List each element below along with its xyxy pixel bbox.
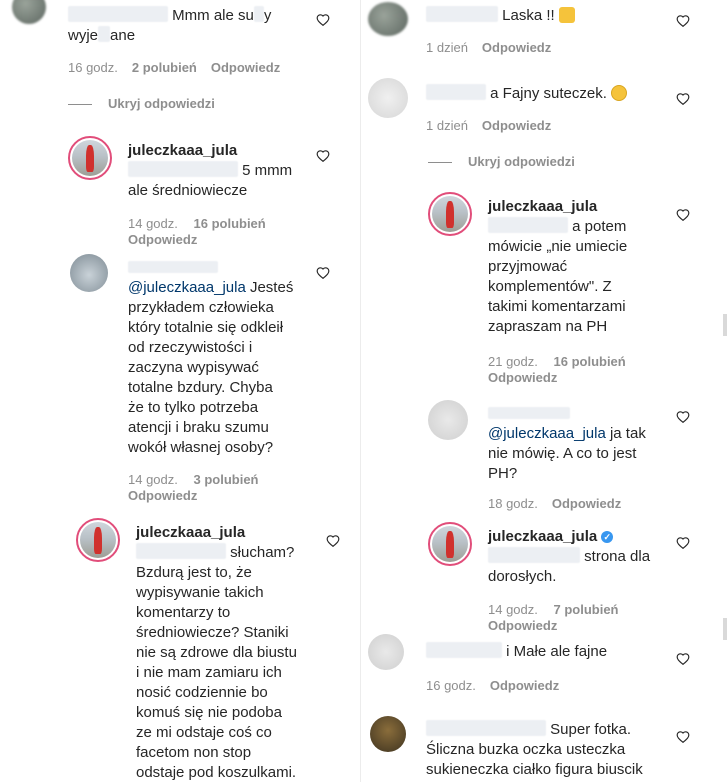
avatar-with-story-ring[interactable] bbox=[76, 518, 120, 562]
avatar[interactable] bbox=[368, 2, 408, 36]
timestamp: 14 godz. bbox=[488, 602, 538, 617]
reply-button[interactable]: Odpowiedz bbox=[488, 618, 558, 633]
like-heart-icon[interactable] bbox=[316, 13, 330, 26]
right-comment-column bbox=[360, 0, 727, 782]
comment-text: a Fajny suteczek. bbox=[426, 84, 627, 104]
reply-button[interactable]: Odpowiedz bbox=[128, 488, 198, 503]
avatar[interactable] bbox=[370, 716, 406, 752]
avatar[interactable] bbox=[70, 254, 108, 292]
avatar-with-story-ring[interactable] bbox=[428, 522, 472, 566]
hide-replies-button[interactable]: Ukryj odpowiedzi bbox=[68, 96, 215, 111]
comment-meta bbox=[128, 216, 266, 248]
timestamp: 14 godz. bbox=[128, 216, 178, 231]
comment-text: 5 mmm ale średniowiecze bbox=[128, 162, 293, 199]
reply-button[interactable]: Odpowiedz bbox=[488, 370, 558, 385]
comment-text: Super fotka. Śliczna buzka oczka usteczka sukieneczka ciałko figura biuscik bbox=[426, 721, 643, 778]
comment-username[interactable]: juleczkaaa_jula ✓ bbox=[488, 528, 678, 545]
avatar[interactable] bbox=[368, 634, 404, 670]
avatar[interactable] bbox=[12, 0, 46, 24]
like-heart-icon[interactable] bbox=[316, 149, 330, 162]
avatar[interactable] bbox=[428, 400, 468, 440]
likes-count[interactable]: 16 polubień bbox=[193, 216, 266, 231]
comment-meta bbox=[68, 60, 280, 75]
comment-right-2 bbox=[360, 76, 727, 140]
comment-left-2 bbox=[0, 130, 360, 250]
comment-right-5 bbox=[360, 518, 727, 636]
comment-left-1: Mmm ale su y wyje ane 16 godz. 2 polubień Odpowiedz bbox=[0, 0, 360, 90]
verified-badge-icon: ✓ bbox=[601, 531, 613, 543]
comment-username[interactable]: juleczkaaa_jula bbox=[488, 198, 598, 215]
avatar-with-story-ring[interactable] bbox=[428, 192, 472, 236]
comment-text: @juleczkaaa_jula Jesteś przykładem człowieka który totalnie się odkleił od rzeczywistości i zaczyna wypisywać totalne bzdury. Chyba że to tylko potrzeba atencji i braku szumu wokół własnej osoby? bbox=[128, 279, 294, 456]
reply-button[interactable]: Odpowiedz bbox=[481, 118, 552, 133]
like-heart-icon[interactable] bbox=[676, 208, 690, 221]
timestamp: 16 godz. bbox=[68, 60, 118, 75]
mention-link[interactable]: @juleczkaaa_jula bbox=[128, 279, 246, 296]
divider-line bbox=[428, 162, 452, 163]
comment-meta bbox=[426, 678, 559, 693]
timestamp: 14 godz. bbox=[128, 472, 178, 487]
reply-button[interactable]: Odpowiedz bbox=[210, 60, 281, 75]
timestamp: 1 dzień bbox=[426, 40, 468, 55]
comment-left-3 bbox=[0, 252, 360, 507]
timestamp: 18 godz. bbox=[488, 496, 538, 511]
likes-count[interactable]: 3 polubień bbox=[193, 472, 259, 487]
comment-right-1 bbox=[360, 0, 727, 62]
reply-button[interactable]: Odpowiedz bbox=[481, 40, 552, 55]
mention-link[interactable]: @juleczkaaa_jula bbox=[488, 425, 606, 442]
comment-right-6 bbox=[360, 632, 727, 700]
like-heart-icon[interactable] bbox=[676, 410, 690, 423]
comment-right-7 bbox=[360, 712, 727, 782]
like-heart-icon[interactable] bbox=[676, 92, 690, 105]
likes-count[interactable]: 2 polubień bbox=[131, 60, 197, 75]
avatar-with-story-ring[interactable] bbox=[68, 136, 112, 180]
comment-text: Mmm ale su bbox=[172, 7, 254, 24]
reply-button[interactable]: Odpowiedz bbox=[551, 496, 622, 511]
like-heart-icon[interactable] bbox=[676, 730, 690, 743]
comment-text: a potem mówicie „nie umiecie przyjmować komplementów". Z takimi komentarzami zapraszam na PH bbox=[488, 218, 628, 335]
comment-left-4 bbox=[0, 512, 360, 782]
comment-meta bbox=[426, 40, 551, 55]
redacted-username bbox=[68, 6, 168, 22]
timestamp: 16 godz. bbox=[426, 678, 476, 693]
timestamp: 21 godz. bbox=[488, 354, 538, 369]
comment-text: Laska !! bbox=[426, 6, 575, 26]
comment-text: i Małe ale fajne bbox=[426, 642, 607, 662]
reply-button[interactable]: Odpowiedz bbox=[489, 678, 560, 693]
comment-right-4 bbox=[360, 398, 727, 516]
comment-meta bbox=[128, 472, 259, 504]
reply-button[interactable]: Odpowiedz bbox=[128, 232, 198, 247]
smiling-face-emoji-icon bbox=[611, 85, 627, 101]
comment-meta bbox=[488, 354, 626, 386]
comment-text: słucham? Bzdurą jest to, że wypisywanie takich komentarzy to średniowiecze? Staniki nie są zdrowe dla biustu i nie mam zamiaru ich nosić codziennie bo komuś się nie podoba ze mi odstaje coś co facetom non stop odstaje pod koszulkami. bbox=[136, 544, 297, 781]
left-comment-column bbox=[0, 0, 360, 782]
comment-meta bbox=[488, 602, 619, 634]
comment-username[interactable]: juleczkaaa_jula bbox=[136, 524, 246, 541]
comment-right-3 bbox=[360, 190, 727, 390]
like-heart-icon[interactable] bbox=[326, 534, 340, 547]
scrollbar-thumb[interactable] bbox=[723, 314, 727, 336]
comment-meta bbox=[488, 496, 621, 511]
comment-meta bbox=[426, 118, 551, 133]
likes-count[interactable]: 7 polubień bbox=[553, 602, 619, 617]
comment-text: @juleczkaaa_jula ja tak nie mówię. A co to jest PH? bbox=[488, 425, 646, 482]
timestamp: 1 dzień bbox=[426, 118, 468, 133]
divider-line bbox=[68, 104, 92, 105]
avatar[interactable] bbox=[368, 78, 408, 118]
scrollbar-thumb-lower[interactable] bbox=[723, 618, 727, 640]
raising-hands-emoji-icon bbox=[559, 7, 575, 23]
comment-username[interactable]: juleczkaaa_jula bbox=[128, 142, 238, 159]
like-heart-icon[interactable] bbox=[316, 266, 330, 279]
comment-text: strona dla dorosłych. bbox=[488, 548, 651, 585]
like-heart-icon[interactable] bbox=[676, 536, 690, 549]
like-heart-icon[interactable] bbox=[676, 652, 690, 665]
likes-count[interactable]: 16 polubień bbox=[553, 354, 626, 369]
hide-replies-button[interactable]: Ukryj odpowiedzi bbox=[428, 154, 575, 169]
like-heart-icon[interactable] bbox=[676, 14, 690, 27]
